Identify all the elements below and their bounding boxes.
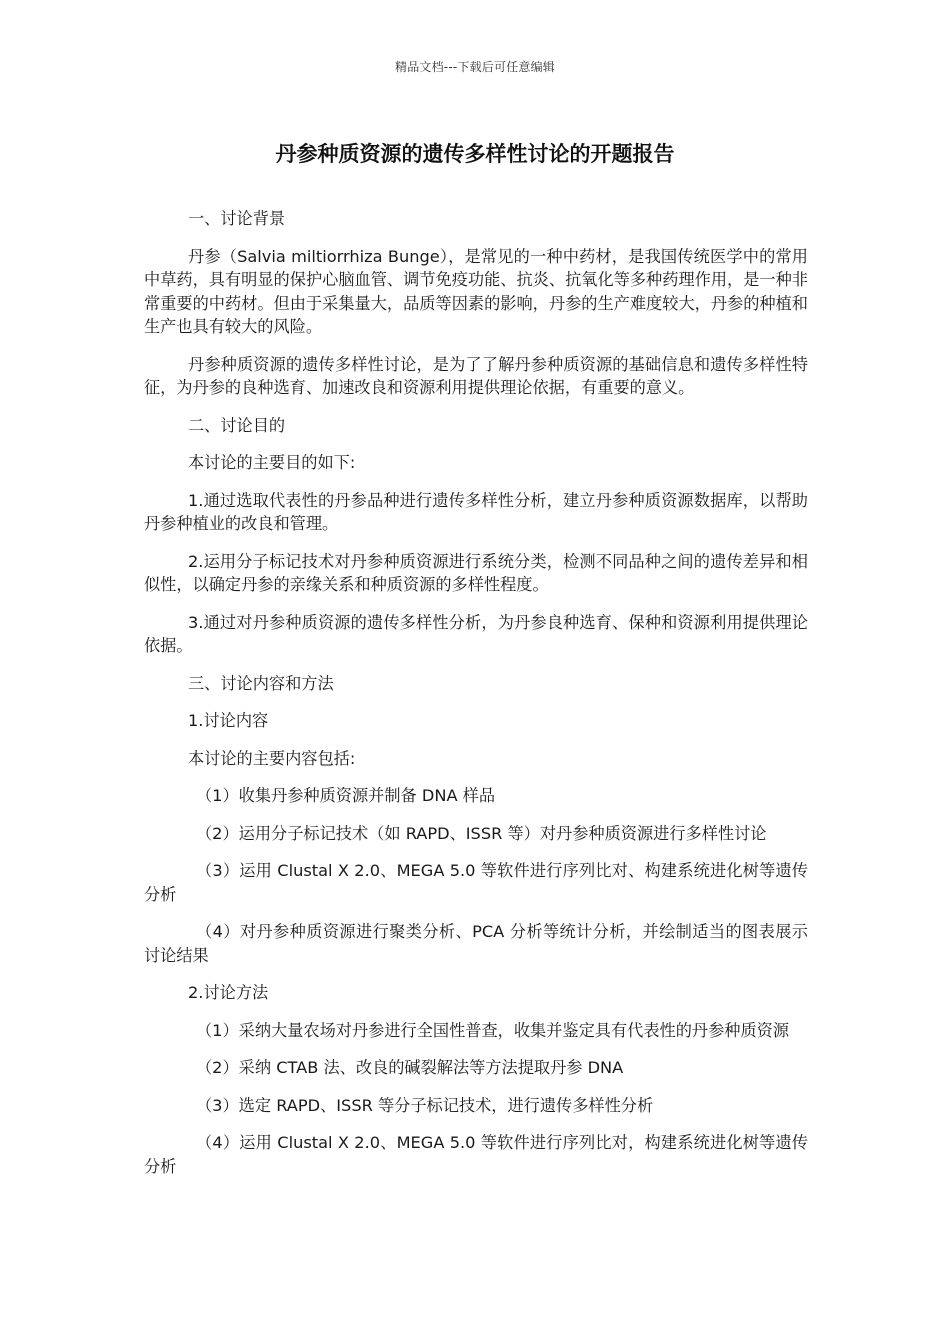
paragraph-background-2: 丹参种质资源的遗传多样性讨论，是为了了解丹参种质资源的基础信息和遗传多样性特征，为丹参的良种选育、加速改良和资源利用提供理论依据，有重要的意义。 [144,354,808,397]
subheading-methods: 2.讨论方法 [188,983,269,1002]
method-item-4: （4）运用 Clustal X 2.0、MEGA 5.0 等软件进行序列比对，构建系统进化树等遗传分析 [144,1133,808,1176]
content-item-4: （4）对丹参种质资源进行聚类分析、PCA 分析等统计分析，并绘制适当的图表展示讨论结果 [144,922,808,965]
purpose-item-3: 3.通过对丹参种质资源的遗传多样性分析，为丹参良种选育、保种和资源利用提供理论依据。 [144,612,808,655]
purpose-item-1: 1.通过选取代表性的丹参品种进行遗传多样性分析，建立丹参种质资源数据库，以帮助丹参种植业的改良和管理。 [144,490,808,533]
method-item-1: （1）采纳大量农场对丹参进行全国性普查，收集并鉴定具有代表性的丹参种质资源 [196,1020,790,1040]
method-item-3: （3）选定 RAPD、ISSR 等分子标记技术，进行遗传多样性分析 [196,1095,654,1115]
purpose-item-2: 2.运用分子标记技术对丹参种质资源进行系统分类，检测不同品种之间的遗传差异和相似性，以确定丹参的亲缘关系和种质资源的多样性程度。 [144,551,808,594]
document-body [144,207,808,1192]
paragraph-content-intro: 本讨论的主要内容包括: [188,748,356,768]
page-header: 精品文档---下载后可任意编辑 [395,60,555,74]
content-item-3: （3）运用 Clustal X 2.0、MEGA 5.0 等软件进行序列比对、构建系统进化树等遗传分析 [144,861,808,904]
content-item-1: （1）收集丹参种质资源并制备 DNA 样品 [196,786,496,805]
paragraph-purpose-intro: 本讨论的主要目的如下: [188,453,356,472]
section-heading-purpose: 二、讨论目的 [188,415,286,435]
subheading-content: 1.讨论内容 [188,711,269,730]
paragraph-background-1: 丹参（Salvia miltiorrhiza Bunge），是常见的一种中药材，是我国传统医学中的常用中草药，具有明显的保护心脑血管、调节免疫功能、抗炎、抗氧化等多种药理作用，是一种非常重要的中药材。但由于采集量大，品质等因素的影响，丹参的生产难度较大，丹参的种植和生产也具有较大的风险。 [144,246,808,336]
document-title: 丹参种质资源的遗传多样性讨论的开题报告 [275,142,675,166]
section-heading-background: 一、讨论背景 [188,209,286,228]
section-heading-content-methods: 三、讨论内容和方法 [188,673,334,693]
content-item-2: （2）运用分子标记技术（如 RAPD、ISSR 等）对丹参种质资源进行多样性讨论 [196,823,767,843]
method-item-2: （2）采纳 CTAB 法、改良的碱裂解法等方法提取丹参 DNA [196,1058,624,1077]
